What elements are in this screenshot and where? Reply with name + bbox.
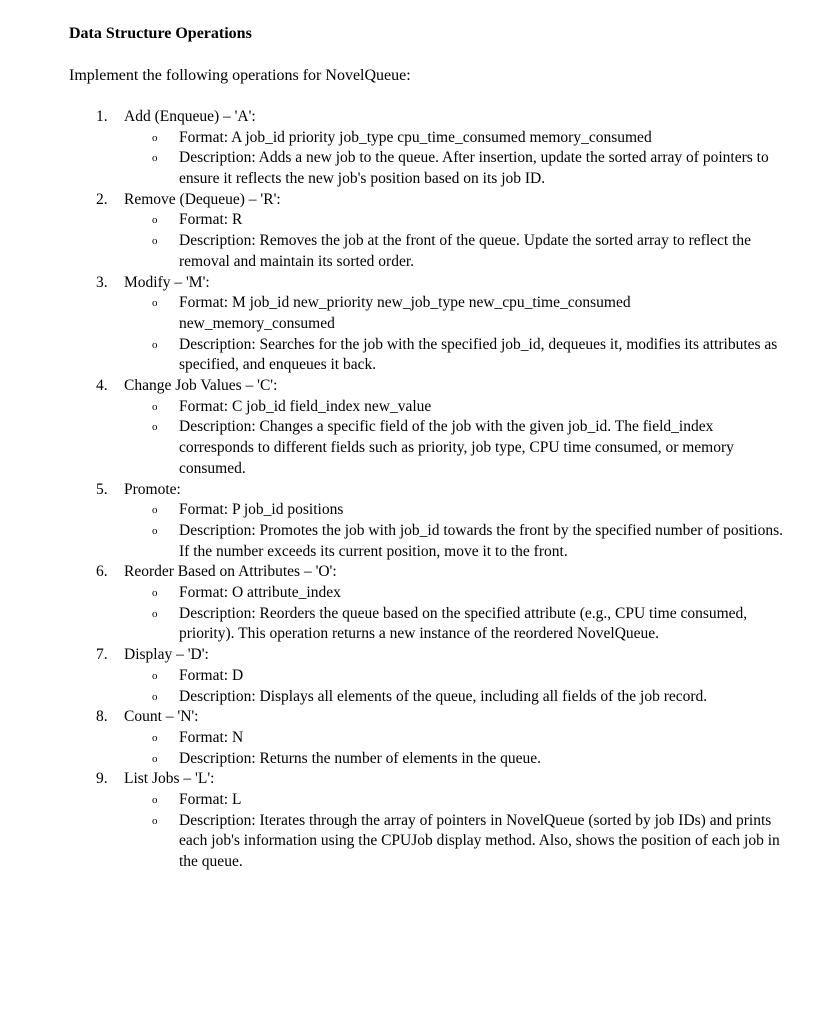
operation-description bbox=[0, 231, 837, 272]
operation-description bbox=[0, 749, 837, 770]
operation-details bbox=[0, 210, 837, 272]
format-text: Format: O attribute_index bbox=[179, 584, 341, 602]
format-text: Format: D bbox=[179, 666, 244, 684]
operation-format bbox=[0, 293, 837, 334]
bullet-icon: o bbox=[152, 152, 158, 165]
bullet-icon: o bbox=[152, 690, 158, 703]
operation-number: 7. bbox=[96, 646, 108, 664]
description-text: Description: Removes the job at the front of the queue. Update the sorted array to reflect the removal and maintain its sorted order. bbox=[179, 232, 752, 270]
bullet-icon: o bbox=[152, 504, 158, 517]
operation-details bbox=[0, 128, 837, 190]
format-text: Format: A job_id priority job_type cpu_time_consumed memory_consumed bbox=[179, 128, 652, 146]
operation-title: Add (Enqueue) – 'A': bbox=[124, 108, 256, 125]
operation-title: Display – 'D': bbox=[124, 646, 209, 664]
format-text: Format: P job_id positions bbox=[179, 501, 344, 519]
description-text: Description: Searches for the job with the specified job_id, dequeues it, modifies its attributes as specified, and enqueues it back. bbox=[179, 335, 778, 374]
operation-title: Remove (Dequeue) – 'R': bbox=[124, 190, 281, 208]
operation-title: Promote: bbox=[124, 480, 181, 498]
operation-description bbox=[0, 148, 837, 189]
description-text: Description: Adds a new job to the queue. After insertion, update the sorted array of pointers to ensure it reflects the new job's position based on its job ID. bbox=[179, 149, 769, 188]
operation-item bbox=[0, 645, 837, 707]
operation-format bbox=[0, 128, 837, 149]
operation-format bbox=[0, 790, 837, 811]
bullet-icon: o bbox=[152, 669, 158, 682]
operation-title: List Jobs – 'L': bbox=[124, 770, 215, 788]
operation-number: 1. bbox=[96, 108, 108, 125]
intro-paragraph: Implement the following operations for NovelQueue: bbox=[69, 67, 411, 84]
operation-details bbox=[0, 583, 837, 645]
bullet-icon: o bbox=[152, 814, 158, 827]
operation-number: 2. bbox=[96, 190, 108, 208]
operation-item bbox=[0, 376, 837, 480]
operation-title: Reorder Based on Attributes – 'O': bbox=[124, 563, 337, 581]
operation-details bbox=[0, 500, 837, 562]
bullet-icon: o bbox=[152, 752, 158, 765]
operation-format bbox=[0, 397, 837, 418]
operation-description bbox=[0, 335, 837, 376]
bullet-icon: o bbox=[152, 794, 158, 807]
operation-format bbox=[0, 666, 837, 687]
operation-item bbox=[0, 707, 837, 769]
format-text: Format: R bbox=[179, 211, 243, 229]
operations-list bbox=[0, 107, 837, 873]
operation-title: Change Job Values – 'C': bbox=[124, 377, 278, 395]
format-text: Format: N bbox=[179, 728, 244, 746]
operation-description bbox=[0, 521, 837, 562]
bullet-icon: o bbox=[152, 235, 158, 248]
operation-item bbox=[0, 480, 837, 563]
bullet-icon: o bbox=[152, 297, 158, 310]
description-text: Description: Promotes the job with job_id towards the front by the specified number of positions. If the number exceeds its current position, move it to the front. bbox=[179, 521, 783, 560]
operation-description bbox=[0, 687, 837, 708]
operation-title: Modify – 'M': bbox=[124, 273, 210, 291]
operation-number: 6. bbox=[96, 563, 108, 581]
description-text: Description: Returns the number of elements in the queue. bbox=[179, 749, 542, 767]
format-text: Format: L bbox=[179, 791, 242, 809]
operation-format bbox=[0, 728, 837, 749]
bullet-icon: o bbox=[152, 731, 158, 744]
operation-item bbox=[0, 769, 837, 873]
operation-description bbox=[0, 604, 837, 645]
operation-item bbox=[0, 273, 837, 377]
operation-format bbox=[0, 583, 837, 604]
section-heading: Data Structure Operations bbox=[69, 25, 252, 42]
description-text: Description: Reorders the queue based on the specified attribute (e.g., CPU time consumed, priority). This operation returns a new instance of the reordered NovelQueue. bbox=[179, 604, 748, 643]
bullet-icon: o bbox=[152, 587, 158, 600]
operation-number: 5. bbox=[96, 480, 108, 498]
format-text: Format: M job_id new_priority new_job_type new_cpu_time_consumed new_memory_consumed bbox=[179, 294, 631, 332]
operation-description bbox=[0, 811, 837, 873]
bullet-icon: o bbox=[152, 338, 158, 351]
operation-title: Count – 'N': bbox=[124, 708, 199, 726]
operation-details bbox=[0, 666, 837, 707]
operation-item bbox=[0, 562, 837, 645]
bullet-icon: o bbox=[152, 607, 158, 620]
operation-number: 9. bbox=[96, 770, 108, 788]
operation-details bbox=[0, 728, 837, 769]
operation-number: 3. bbox=[96, 273, 108, 291]
operation-format bbox=[0, 210, 837, 231]
operation-number: 8. bbox=[96, 708, 108, 726]
bullet-icon: o bbox=[152, 524, 158, 537]
bullet-icon: o bbox=[152, 421, 158, 434]
bullet-icon: o bbox=[152, 131, 158, 144]
bullet-icon: o bbox=[152, 214, 158, 227]
description-text: Description: Changes a specific field of the job with the given job_id. The field_index corresponds to different fields such as priority, job type, CPU time consumed, or memory consumed. bbox=[179, 418, 734, 477]
bullet-icon: o bbox=[152, 400, 158, 413]
format-text: Format: C job_id field_index new_value bbox=[179, 397, 432, 415]
operation-details bbox=[0, 397, 837, 480]
operation-description bbox=[0, 417, 837, 479]
operation-item bbox=[0, 190, 837, 273]
operation-number: 4. bbox=[96, 377, 108, 395]
description-text: Description: Displays all elements of the queue, including all fields of the job record. bbox=[179, 687, 708, 705]
operation-item bbox=[0, 107, 837, 190]
operation-format bbox=[0, 500, 837, 521]
operation-details bbox=[0, 790, 837, 873]
description-text: Description: Iterates through the array of pointers in NovelQueue (sorted by job IDs) and prints each job's information using the CPUJob display method. Also, shows the position of each job in the queue. bbox=[179, 811, 780, 871]
operation-details bbox=[0, 293, 837, 376]
